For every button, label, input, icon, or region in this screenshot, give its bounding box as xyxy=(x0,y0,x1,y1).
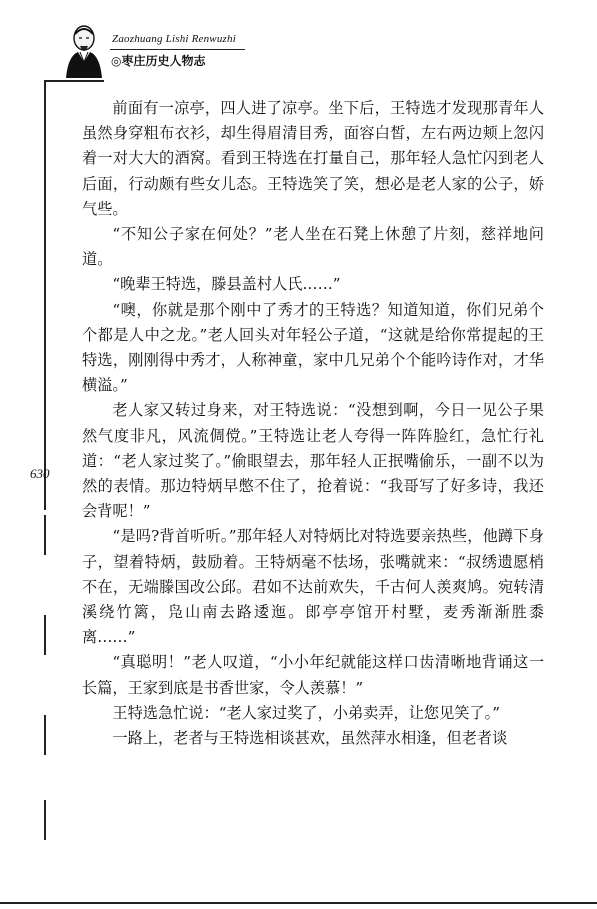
margin-tick xyxy=(44,715,46,755)
margin-tick xyxy=(44,515,46,555)
paragraph: “晚辈王特选，滕县盖村人氏……” xyxy=(112,275,341,294)
paragraph: 王特选急忙说：“老人家过奖了，小弟卖弄，让您见笑了。” xyxy=(112,703,501,722)
bottom-rule xyxy=(0,902,597,904)
paragraph: “是吗?背首听听。”那年轻人对特炳比对特选要亲热些，他蹲下身子，望着特炳，鼓励着。王特炳毫不怯场，张嘴就来：“叔绣遗愿梢不在，无端滕国改公邱。君如不达前欢失，千古何人羡爽鸠。宛转清溪绕竹篱，凫山南去路逶迤。郎亭亭馆开村墅，麦秀渐渐胜黍离……” xyxy=(82,527,544,647)
series-title-english: Zaozhuang Lishi Renwuzhi xyxy=(112,33,236,45)
series-title-chinese: ◎枣庄历史人物志 xyxy=(111,54,206,68)
paragraph: 一路上，老者与王特选相谈甚欢，虽然萍水相逢，但老者谈 xyxy=(112,729,508,748)
paragraph: 前面有一凉亭，四人进了凉亭。坐下后，王特选才发现那青年人虽然身穿粗布衣衫，却生得眉清目秀，面容白皙，左右两边颊上忽闪着一对大大的酒窝。看到王特选在打量自己，那年轻人急忙闪到老人后面，行动颇有些女儿态。王特选笑了笑，想必是老人家的公子，娇气些。 xyxy=(82,99,544,218)
paragraph: “不知公子家在何处？”老人坐在石凳上休憩了片刻，慈祥地问道。 xyxy=(82,225,544,269)
margin-rule-top xyxy=(44,80,104,82)
header-rule xyxy=(110,49,245,50)
margin-tick xyxy=(44,615,46,655)
page-number: 630 xyxy=(30,466,50,481)
paragraph: 老人家又转过身来，对王特选说：“没想到啊，今日一见公子果然气度非凡，风流倜傥。”王特选让老人夸得一阵阵脸红，急忙行礼道：“老人家过奖了。”偷眼望去，那年轻人正抿嘴偷乐，一副不以为然的表情。那边特炳早憋不住了，抢着说：“我哥写了好多诗，我还会背呢！” xyxy=(82,401,544,521)
portrait-illustration xyxy=(62,22,106,78)
margin-tick xyxy=(44,800,46,840)
body-text xyxy=(82,96,544,751)
paragraph: “噢，你就是那个刚中了秀才的王特选？知道知道，你们兄弟个个都是人中之龙。”老人回头对年轻公子道，“这就是给你常提起的王特选，刚刚得中秀才，人称神童，家中几兄弟个个能吟诗作对，才华横溢。” xyxy=(82,300,544,395)
paragraph: “真聪明！”老人叹道，“小小年纪就能这样口齿清晰地背诵这一长篇，王家到底是书香世家，令人羡慕！” xyxy=(82,653,544,697)
margin-rule xyxy=(44,80,46,510)
